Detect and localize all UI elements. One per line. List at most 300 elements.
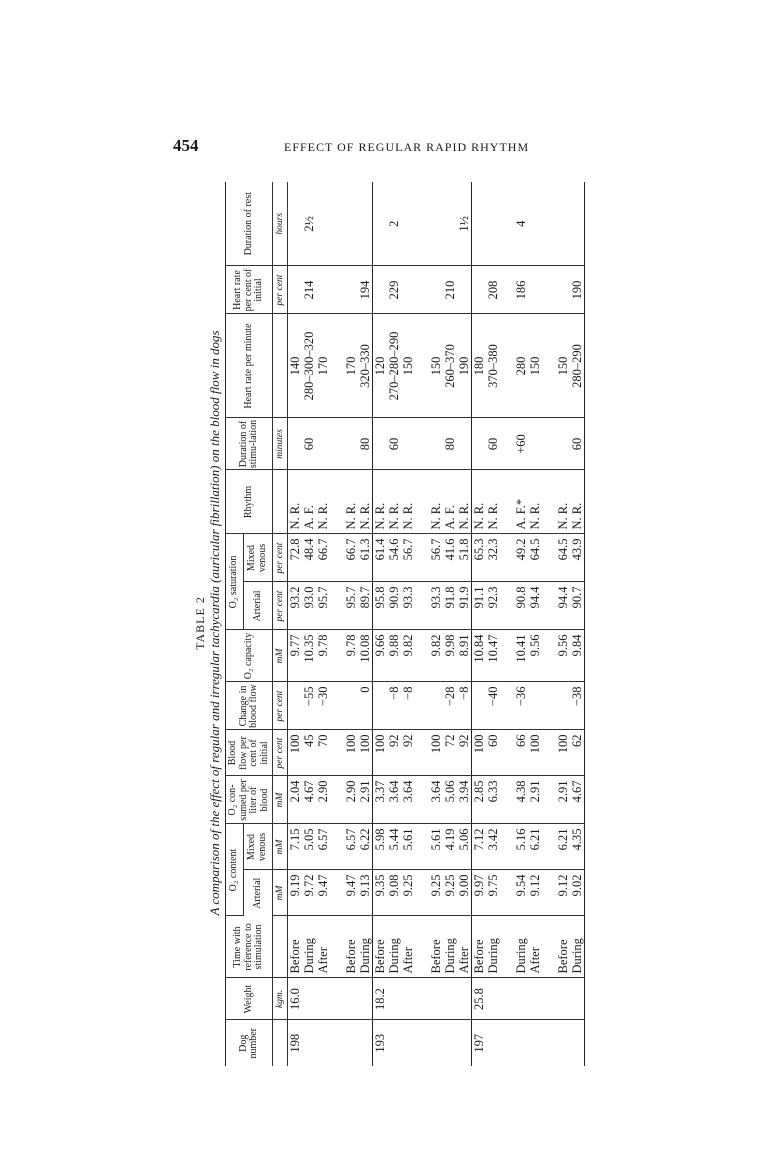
cell-heart-rate: 280	[514, 314, 528, 418]
cell-o2-consumed: 3.94	[457, 776, 472, 824]
cell-saturation-arterial: 90.7	[570, 582, 585, 630]
cell-saturation-arterial: 91.9	[457, 582, 472, 630]
cell-heart-rate-percent	[330, 266, 344, 314]
cell-saturation-mixed-venous	[542, 534, 556, 582]
cell-heart-rate	[542, 314, 556, 418]
data-table	[225, 182, 585, 1066]
cell-heart-rate: 280–300–320	[302, 314, 316, 418]
cell-rhythm: A. F.	[443, 470, 457, 534]
cell-rhythm: N. R.	[570, 470, 585, 534]
cell-dog-number: 197	[472, 1020, 487, 1066]
header-content-mixed-venous: Mixed venous	[243, 824, 272, 870]
cell-saturation-mixed-venous: 61.3	[358, 534, 373, 582]
cell-heart-rate: 280–290	[570, 314, 585, 418]
cell-duration-rest	[528, 182, 542, 266]
cell-weight	[514, 978, 528, 1020]
cell-rhythm: A. F.*	[514, 470, 528, 534]
cell-saturation-mixed-venous	[415, 534, 429, 582]
cell-time: During	[358, 916, 373, 978]
cell-duration-stimulation	[316, 418, 330, 470]
unit-saturation-arterial: per cent	[273, 582, 288, 630]
cell-duration-stimulation	[556, 418, 570, 470]
cell-o2-capacity: 9.56	[556, 630, 570, 682]
cell-heart-rate: 150	[556, 314, 570, 418]
cell-duration-stimulation	[344, 418, 358, 470]
cell-o2-arterial: 9.12	[556, 870, 570, 916]
cell-saturation-arterial: 92.3	[486, 582, 500, 630]
cell-blood-flow-percent: 45	[302, 730, 316, 776]
rotated-content	[193, 178, 683, 1068]
cell-duration-rest	[556, 182, 570, 266]
cell-heart-rate: 170	[344, 314, 358, 418]
cell-blood-flow-percent: 100	[288, 730, 303, 776]
table-row	[302, 182, 316, 1066]
cell-weight	[330, 978, 344, 1020]
cell-rhythm	[415, 470, 429, 534]
cell-time: During	[514, 916, 528, 978]
table-row	[344, 182, 358, 1066]
cell-saturation-arterial: 90.8	[514, 582, 528, 630]
cell-weight	[387, 978, 401, 1020]
cell-duration-stimulation	[330, 418, 344, 470]
cell-duration-rest	[288, 182, 303, 266]
cell-o2-mixed-venous: 6.22	[358, 824, 373, 870]
cell-heart-rate-percent	[528, 266, 542, 314]
unit-blood-flow-percent: per cent	[273, 730, 288, 776]
cell-o2-consumed: 3.64	[401, 776, 415, 824]
cell-saturation-mixed-venous: 32.3	[486, 534, 500, 582]
cell-blood-flow-percent: 100	[556, 730, 570, 776]
cell-o2-consumed: 2.04	[288, 776, 303, 824]
cell-rhythm: N. R.	[316, 470, 330, 534]
table-row	[542, 182, 556, 1066]
cell-heart-rate-percent	[542, 266, 556, 314]
header-heart-rate-percent: Heart rate per cent of initial	[226, 266, 273, 314]
cell-blood-flow-percent	[542, 730, 556, 776]
cell-time	[500, 916, 514, 978]
unit-heart-rate-percent: per cent	[273, 266, 288, 314]
cell-heart-rate-percent: 214	[302, 266, 316, 314]
cell-o2-mixed-venous: 7.15	[288, 824, 303, 870]
cell-heart-rate-percent	[472, 266, 487, 314]
cell-duration-stimulation: 80	[358, 418, 373, 470]
cell-time: Before	[373, 916, 388, 978]
cell-time: Before	[429, 916, 443, 978]
cell-change-in-flow	[472, 682, 487, 730]
cell-heart-rate: 120	[373, 314, 388, 418]
cell-weight	[316, 978, 330, 1020]
cell-change-in-flow	[415, 682, 429, 730]
cell-o2-capacity: 10.47	[486, 630, 500, 682]
page-header	[0, 132, 767, 156]
cell-dog-number	[429, 1020, 443, 1066]
cell-heart-rate: 150	[401, 314, 415, 418]
cell-rhythm: N. R.	[457, 470, 472, 534]
cell-o2-arterial: 9.13	[358, 870, 373, 916]
cell-o2-mixed-venous: 4.19	[443, 824, 457, 870]
cell-rhythm: N. R.	[486, 470, 500, 534]
units-row	[273, 182, 288, 1066]
cell-duration-stimulation	[401, 418, 415, 470]
cell-saturation-arterial: 94.4	[528, 582, 542, 630]
cell-rhythm	[542, 470, 556, 534]
cell-change-in-flow: −55	[302, 682, 316, 730]
cell-o2-capacity: 9.88	[387, 630, 401, 682]
header-saturation-mixed-venous: Mixed venous	[243, 534, 272, 582]
cell-change-in-flow	[528, 682, 542, 730]
cell-time: Before	[556, 916, 570, 978]
cell-dog-number	[358, 1020, 373, 1066]
cell-o2-consumed: 2.91	[358, 776, 373, 824]
header-dog-number: Dog number	[226, 1020, 273, 1066]
header-saturation-arterial: Arterial	[243, 582, 272, 630]
cell-change-in-flow: −38	[570, 682, 585, 730]
cell-change-in-flow: −8	[401, 682, 415, 730]
cell-duration-rest	[542, 182, 556, 266]
cell-time: Before	[288, 916, 303, 978]
cell-o2-capacity: 9.77	[288, 630, 303, 682]
cell-weight	[358, 978, 373, 1020]
cell-duration-rest	[358, 182, 373, 266]
cell-heart-rate: 150	[429, 314, 443, 418]
cell-weight	[500, 978, 514, 1020]
cell-time: After	[457, 916, 472, 978]
cell-saturation-arterial: 93.0	[302, 582, 316, 630]
cell-heart-rate-percent: 229	[387, 266, 401, 314]
cell-blood-flow-percent: 92	[457, 730, 472, 776]
cell-duration-rest	[500, 182, 514, 266]
cell-heart-rate: 140	[288, 314, 303, 418]
header-duration-stimulation: Duration of stimu-lation	[226, 418, 273, 470]
cell-rhythm: N. R.	[387, 470, 401, 534]
cell-o2-capacity: 9.66	[373, 630, 388, 682]
page-number: 454	[173, 136, 199, 155]
cell-o2-arterial: 9.00	[457, 870, 472, 916]
table-row	[401, 182, 415, 1066]
cell-o2-capacity	[415, 630, 429, 682]
table-row	[330, 182, 344, 1066]
cell-duration-rest	[486, 182, 500, 266]
cell-o2-consumed: 2.90	[344, 776, 358, 824]
cell-time	[330, 916, 344, 978]
table-row	[429, 182, 443, 1066]
cell-weight	[429, 978, 443, 1020]
cell-blood-flow-percent: 100	[344, 730, 358, 776]
cell-blood-flow-percent: 70	[316, 730, 330, 776]
running-head: EFFECT OF REGULAR RAPID RHYTHM	[284, 140, 530, 154]
cell-change-in-flow	[288, 682, 303, 730]
cell-o2-mixed-venous: 6.21	[556, 824, 570, 870]
cell-duration-stimulation: 60	[486, 418, 500, 470]
cell-saturation-mixed-venous: 56.7	[429, 534, 443, 582]
cell-o2-consumed: 2.91	[556, 776, 570, 824]
cell-duration-stimulation	[472, 418, 487, 470]
table-row	[288, 182, 303, 1066]
cell-weight	[415, 978, 429, 1020]
cell-weight	[486, 978, 500, 1020]
cell-dog-number	[570, 1020, 585, 1066]
cell-dog-number	[500, 1020, 514, 1066]
cell-blood-flow-percent: 100	[528, 730, 542, 776]
unit-duration-stimulation: minutes	[273, 418, 288, 470]
cell-duration-rest: 4	[514, 182, 528, 266]
cell-o2-arterial: 9.25	[429, 870, 443, 916]
header-content-arterial: Arterial	[243, 870, 272, 916]
cell-o2-mixed-venous: 5.98	[373, 824, 388, 870]
cell-o2-arterial	[330, 870, 344, 916]
cell-saturation-arterial: 95.7	[316, 582, 330, 630]
cell-rhythm	[330, 470, 344, 534]
cell-heart-rate-percent: 186	[514, 266, 528, 314]
cell-duration-stimulation	[457, 418, 472, 470]
cell-o2-arterial: 9.54	[514, 870, 528, 916]
cell-rhythm	[500, 470, 514, 534]
cell-dog-number	[514, 1020, 528, 1066]
cell-change-in-flow: −8	[387, 682, 401, 730]
cell-duration-stimulation	[288, 418, 303, 470]
cell-saturation-arterial: 91.8	[443, 582, 457, 630]
cell-o2-mixed-venous: 5.16	[514, 824, 528, 870]
cell-o2-capacity: 9.78	[344, 630, 358, 682]
cell-saturation-mixed-venous: 64.5	[556, 534, 570, 582]
cell-saturation-mixed-venous: 61.4	[373, 534, 388, 582]
cell-duration-stimulation: 80	[443, 418, 457, 470]
table-row	[500, 182, 514, 1066]
cell-heart-rate-percent: 194	[358, 266, 373, 314]
cell-o2-capacity	[500, 630, 514, 682]
cell-o2-capacity: 9.56	[528, 630, 542, 682]
cell-weight: 18.2	[373, 978, 388, 1020]
cell-duration-rest	[316, 182, 330, 266]
cell-duration-stimulation	[429, 418, 443, 470]
cell-blood-flow-percent: 62	[570, 730, 585, 776]
cell-saturation-arterial: 93.2	[288, 582, 303, 630]
cell-duration-rest	[429, 182, 443, 266]
table-row	[486, 182, 500, 1066]
cell-time: During	[486, 916, 500, 978]
cell-heart-rate: 320–330	[358, 314, 373, 418]
unit-o2-capacity: mM	[273, 630, 288, 682]
cell-duration-rest	[472, 182, 487, 266]
cell-duration-rest	[344, 182, 358, 266]
cell-saturation-arterial: 94.4	[556, 582, 570, 630]
cell-saturation-mixed-venous: 43.9	[570, 534, 585, 582]
header-change: Change in blood flow	[226, 682, 273, 730]
cell-o2-mixed-venous: 6.57	[344, 824, 358, 870]
cell-heart-rate-percent	[500, 266, 514, 314]
cell-duration-rest	[443, 182, 457, 266]
cell-weight: 25.8	[472, 978, 487, 1020]
cell-rhythm: N. R.	[373, 470, 388, 534]
table-row	[457, 182, 472, 1066]
cell-change-in-flow	[500, 682, 514, 730]
cell-duration-stimulation: 60	[570, 418, 585, 470]
cell-time	[415, 916, 429, 978]
cell-o2-mixed-venous	[542, 824, 556, 870]
cell-change-in-flow: −40	[486, 682, 500, 730]
cell-o2-arterial: 9.08	[387, 870, 401, 916]
cell-saturation-mixed-venous: 66.7	[316, 534, 330, 582]
cell-duration-rest: 2½	[302, 182, 316, 266]
cell-o2-arterial: 9.19	[288, 870, 303, 916]
cell-o2-consumed	[542, 776, 556, 824]
cell-heart-rate: 270–280–290	[387, 314, 401, 418]
cell-heart-rate	[415, 314, 429, 418]
header-o2-capacity: O₂ capacity	[226, 630, 273, 682]
cell-heart-rate: 180	[472, 314, 487, 418]
cell-heart-rate-percent	[288, 266, 303, 314]
cell-blood-flow-percent: 92	[387, 730, 401, 776]
rotated-table-region	[193, 178, 683, 1068]
cell-saturation-mixed-venous: 49.2	[514, 534, 528, 582]
cell-o2-arterial	[500, 870, 514, 916]
cell-saturation-arterial: 91.1	[472, 582, 487, 630]
header-blood-flow: Blood flow per cent of initial	[226, 730, 273, 776]
cell-heart-rate-percent	[429, 266, 443, 314]
cell-weight	[302, 978, 316, 1020]
cell-duration-rest: 1½	[457, 182, 472, 266]
unit-change-in-flow: per cent	[273, 682, 288, 730]
cell-heart-rate	[330, 314, 344, 418]
cell-o2-mixed-venous	[500, 824, 514, 870]
unit-o2-mixed-venous: mM	[273, 824, 288, 870]
cell-heart-rate-percent: 208	[486, 266, 500, 314]
cell-blood-flow-percent: 72	[443, 730, 457, 776]
cell-weight: 16.0	[288, 978, 303, 1020]
cell-time: During	[387, 916, 401, 978]
header-weight: Weight	[226, 978, 273, 1020]
cell-weight	[457, 978, 472, 1020]
cell-o2-consumed: 2.91	[528, 776, 542, 824]
cell-o2-consumed	[330, 776, 344, 824]
cell-heart-rate	[500, 314, 514, 418]
cell-o2-arterial: 9.97	[472, 870, 487, 916]
cell-change-in-flow	[429, 682, 443, 730]
unit-heart-rate	[273, 314, 288, 418]
cell-o2-arterial	[542, 870, 556, 916]
table-row	[373, 182, 388, 1066]
cell-change-in-flow	[373, 682, 388, 730]
cell-time: During	[443, 916, 457, 978]
cell-change-in-flow	[542, 682, 556, 730]
cell-rhythm: N. R.	[401, 470, 415, 534]
table-caption: A comparison of the effect of regular and irregular tachycardia (auricular fibrillation) on the blood flow in dogs	[207, 330, 222, 916]
cell-change-in-flow	[344, 682, 358, 730]
cell-dog-number	[443, 1020, 457, 1066]
cell-heart-rate: 370–380	[486, 314, 500, 418]
table-body	[273, 182, 585, 1066]
cell-rhythm: N. R.	[472, 470, 487, 534]
cell-o2-capacity: 9.82	[429, 630, 443, 682]
cell-dog-number	[556, 1020, 570, 1066]
cell-time: During	[570, 916, 585, 978]
cell-o2-consumed: 4.67	[570, 776, 585, 824]
cell-blood-flow-percent: 100	[472, 730, 487, 776]
cell-o2-capacity: 10.08	[358, 630, 373, 682]
unit-saturation-mixed-venous: per cent	[273, 534, 288, 582]
cell-o2-arterial: 9.75	[486, 870, 500, 916]
cell-dog-number	[457, 1020, 472, 1066]
cell-o2-capacity: 9.84	[570, 630, 585, 682]
cell-rhythm: A. F.	[302, 470, 316, 534]
cell-change-in-flow: −36	[514, 682, 528, 730]
cell-blood-flow-percent: 100	[429, 730, 443, 776]
cell-heart-rate-percent	[415, 266, 429, 314]
cell-dog-number	[542, 1020, 556, 1066]
cell-o2-consumed	[500, 776, 514, 824]
cell-dog-number	[401, 1020, 415, 1066]
table-row	[387, 182, 401, 1066]
cell-duration-stimulation	[542, 418, 556, 470]
cell-saturation-mixed-venous: 64.5	[528, 534, 542, 582]
cell-heart-rate-percent: 210	[443, 266, 457, 314]
table-row	[528, 182, 542, 1066]
cell-o2-mixed-venous: 5.06	[457, 824, 472, 870]
cell-o2-consumed: 5.06	[443, 776, 457, 824]
unit-o2-arterial: mM	[273, 870, 288, 916]
cell-o2-arterial: 9.12	[528, 870, 542, 916]
cell-dog-number	[387, 1020, 401, 1066]
unit-duration-rest: hours	[273, 182, 288, 266]
cell-duration-rest	[373, 182, 388, 266]
cell-weight	[443, 978, 457, 1020]
cell-duration-stimulation	[528, 418, 542, 470]
cell-o2-consumed: 3.37	[373, 776, 388, 824]
cell-o2-mixed-venous: 3.42	[486, 824, 500, 870]
cell-o2-mixed-venous: 4.35	[570, 824, 585, 870]
cell-blood-flow-percent: 100	[373, 730, 388, 776]
cell-o2-arterial: 9.72	[302, 870, 316, 916]
cell-o2-capacity	[330, 630, 344, 682]
cell-saturation-arterial: 95.8	[373, 582, 388, 630]
cell-heart-rate: 150	[528, 314, 542, 418]
cell-dog-number	[330, 1020, 344, 1066]
cell-o2-consumed: 4.67	[302, 776, 316, 824]
cell-heart-rate-percent	[556, 266, 570, 314]
cell-o2-arterial: 9.47	[344, 870, 358, 916]
header-duration-rest: Duration of rest	[226, 182, 273, 266]
unit-o2-consumed: mM	[273, 776, 288, 824]
table-row	[415, 182, 429, 1066]
cell-saturation-mixed-venous: 54.6	[387, 534, 401, 582]
cell-o2-arterial: 9.25	[443, 870, 457, 916]
unit-weight: kgm.	[273, 978, 288, 1020]
cell-o2-consumed: 3.64	[387, 776, 401, 824]
cell-blood-flow-percent	[500, 730, 514, 776]
unit-time	[273, 916, 288, 978]
cell-o2-mixed-venous: 6.21	[528, 824, 542, 870]
cell-time	[542, 916, 556, 978]
cell-o2-capacity: 10.35	[302, 630, 316, 682]
cell-saturation-mixed-venous: 48.4	[302, 534, 316, 582]
header-o2-content: O₂ content	[226, 824, 244, 916]
cell-blood-flow-percent: 92	[401, 730, 415, 776]
table-row	[570, 182, 585, 1066]
cell-duration-stimulation: +60	[514, 418, 528, 470]
cell-heart-rate: 260–370	[443, 314, 457, 418]
cell-change-in-flow: 0	[358, 682, 373, 730]
cell-heart-rate-percent: 190	[570, 266, 585, 314]
cell-weight	[542, 978, 556, 1020]
cell-duration-stimulation: 60	[302, 418, 316, 470]
cell-duration-rest: 2	[387, 182, 401, 266]
cell-weight	[401, 978, 415, 1020]
table-row	[514, 182, 528, 1066]
cell-dog-number	[316, 1020, 330, 1066]
cell-duration-stimulation: 60	[387, 418, 401, 470]
cell-dog-number: 198	[288, 1033, 302, 1053]
cell-rhythm: N. R.	[358, 470, 373, 534]
